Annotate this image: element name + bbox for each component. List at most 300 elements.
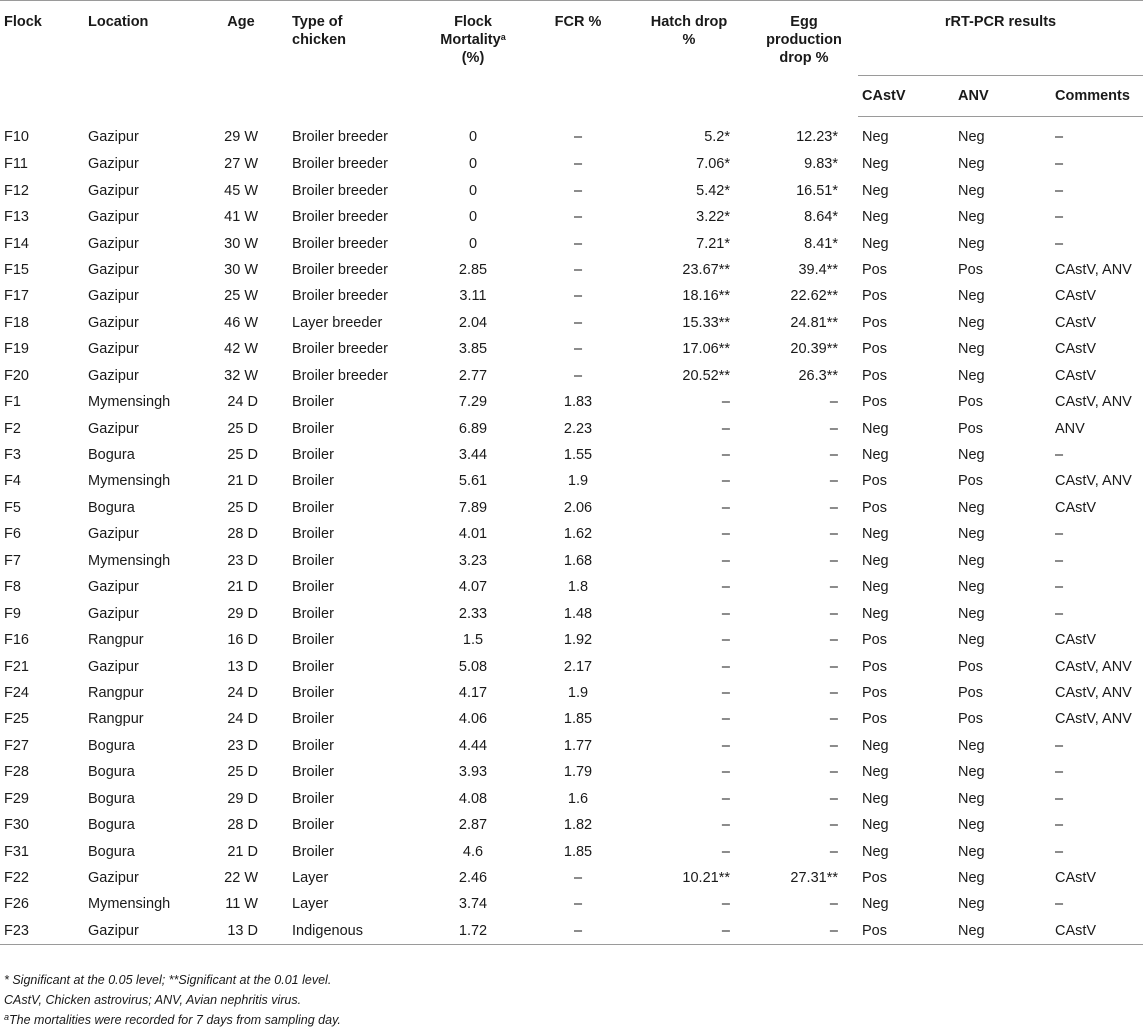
cell-type: Broiler (292, 447, 334, 464)
cell-location: Rangpur (88, 632, 144, 649)
table-row (0, 759, 1143, 785)
col-comments-header: Comments (1051, 76, 1143, 117)
cell-mortality: 2.77 (458, 367, 488, 384)
cell-location: Gazipur (88, 605, 139, 622)
cell-hatch-drop: – (721, 473, 730, 490)
cell-fcr: 1.8 (567, 579, 589, 596)
cell-hatch-drop: 7.06* (696, 156, 730, 173)
cell-castv: Neg (862, 605, 889, 622)
table-row (0, 283, 1143, 309)
cell-egg-drop: 9.83* (804, 156, 838, 173)
cell-mortality: 2.04 (458, 314, 488, 331)
cell-location: Rangpur (88, 711, 144, 728)
cell-mortality: 4.08 (458, 790, 488, 807)
col-type-header: Type of chicken (288, 1, 418, 117)
cell-egg-drop: – (829, 632, 838, 649)
cell-hatch-drop: 17.06** (682, 341, 730, 358)
cell-castv: Pos (862, 341, 887, 358)
cell-type: Broiler (292, 420, 334, 437)
cell-anv: Neg (958, 235, 985, 252)
table-row (0, 204, 1143, 230)
cell-comments: CAstV, ANV (1055, 261, 1132, 278)
cell-fcr: 1.6 (567, 790, 589, 807)
cell-flock: F20 (4, 367, 29, 384)
cell-fcr: – (573, 341, 583, 358)
cell-fcr: 1.83 (563, 394, 593, 411)
cell-fcr: 2.23 (563, 420, 593, 437)
cell-type: Broiler (292, 711, 334, 728)
cell-anv: Pos (958, 684, 983, 701)
cell-comments: ANV (1055, 420, 1085, 437)
cell-fcr: – (573, 896, 583, 913)
table-row (0, 706, 1143, 732)
cell-hatch-drop: – (721, 499, 730, 516)
cell-location: Gazipur (88, 235, 139, 252)
cell-anv: Neg (958, 870, 985, 887)
cell-hatch-drop: – (721, 764, 730, 781)
cell-location: Gazipur (88, 288, 139, 305)
cell-egg-drop: – (829, 526, 838, 543)
cell-anv: Neg (958, 552, 985, 569)
cell-castv: Neg (862, 552, 889, 569)
cell-type: Broiler breeder (292, 182, 388, 199)
cell-flock: F17 (4, 288, 29, 305)
cell-castv: Pos (862, 632, 887, 649)
cell-comments: – (1055, 579, 1064, 596)
cell-age: 45 W (224, 182, 258, 199)
cell-mortality: 3.93 (458, 764, 488, 781)
cell-hatch-drop: – (721, 843, 730, 860)
cell-mortality: 7.89 (458, 499, 488, 516)
cell-location: Gazipur (88, 658, 139, 675)
cell-age: 29 D (227, 790, 258, 807)
cell-location: Bogura (88, 447, 135, 464)
cell-location: Gazipur (88, 261, 139, 278)
cell-hatch-drop: – (721, 552, 730, 569)
cell-fcr: 1.77 (563, 737, 593, 754)
cell-fcr: 1.9 (567, 473, 589, 490)
cell-castv: Neg (862, 764, 889, 781)
cell-age: 46 W (224, 314, 258, 331)
cell-castv: Pos (858, 918, 954, 945)
cell-hatch-drop: – (721, 447, 730, 464)
cell-egg-drop: – (829, 605, 838, 622)
cell-mortality: 3.23 (458, 552, 488, 569)
table-row (0, 521, 1143, 547)
cell-flock: F19 (4, 341, 29, 358)
cell-flock: F13 (4, 209, 29, 226)
cell-age: 24 D (227, 394, 258, 411)
cell-castv: Pos (862, 288, 887, 305)
col-flock-header: Flock (0, 1, 84, 117)
cell-flock: F9 (4, 605, 21, 622)
cell-fcr: – (573, 288, 583, 305)
cell-hatch-drop: – (721, 790, 730, 807)
cell-egg-drop: – (829, 658, 838, 675)
footnote-mortality: $^a$The mortalities were recorded for 7 days from sampling day. (4, 1012, 341, 1027)
cell-type: Layer breeder (292, 314, 383, 331)
cell-fcr: 1.55 (563, 447, 593, 464)
cell-comments: – (1055, 764, 1064, 781)
table-row (0, 363, 1143, 389)
cell-mortality: 0 (468, 128, 478, 145)
footnote-abbreviations: CAstV, Chicken astrovirus; ANV, Avian nephritis virus. (4, 993, 302, 1007)
cell-location: Rangpur (88, 684, 144, 701)
cell-fcr: – (573, 156, 583, 173)
cell-fcr: – (573, 182, 583, 199)
cell-hatch-drop: – (721, 579, 730, 596)
table-row (0, 653, 1143, 679)
cell-hatch-drop: – (721, 526, 730, 543)
cell-comments: CAstV (1055, 341, 1097, 358)
cell-castv: Pos (862, 473, 887, 490)
cell-castv: Neg (862, 737, 889, 754)
cell-mortality: 4.44 (458, 737, 488, 754)
cell-mortality: 5.61 (458, 473, 488, 490)
cell-flock: F14 (4, 235, 29, 252)
cell-mortality: 0 (468, 235, 478, 252)
cell-mortality: 3.11 (459, 288, 487, 305)
cell-anv: Pos (958, 394, 983, 411)
cell-flock: F31 (4, 843, 29, 860)
cell-anv: Neg (958, 156, 985, 173)
cell-comments: CAstV, ANV (1055, 394, 1132, 411)
table-row (0, 838, 1143, 864)
cell-mortality: 2.87 (458, 817, 488, 834)
cell-type: Broiler (292, 843, 334, 860)
cell-flock: F2 (4, 420, 21, 437)
cell-anv: Neg (958, 209, 985, 226)
cell-anv: Pos (958, 658, 983, 675)
col-hatch-header: Hatch drop % (628, 1, 750, 117)
cell-egg-drop: 27.31** (790, 870, 838, 887)
cell-mortality: 0 (468, 209, 478, 226)
cell-location: Bogura (88, 737, 135, 754)
cell-mortality: 2.85 (458, 261, 488, 278)
cell-anv: Pos (958, 420, 983, 437)
cell-fcr: 1.9 (567, 684, 589, 701)
cell-type: Broiler (292, 499, 334, 516)
cell-flock: F24 (4, 684, 29, 701)
cell-location: Bogura (88, 499, 135, 516)
cell-castv: Pos (862, 499, 887, 516)
cell-fcr: – (573, 128, 583, 145)
cell-age: 32 W (224, 367, 258, 384)
cell-castv: Neg (862, 526, 889, 543)
cell-location: Gazipur (88, 128, 139, 145)
cell-hatch-drop: – (628, 918, 750, 945)
cell-hatch-drop: 5.2* (704, 128, 730, 145)
cell-castv: Neg (862, 235, 889, 252)
table-row (0, 415, 1143, 441)
cell-hatch-drop: – (721, 817, 730, 834)
cell-comments: CAstV (1055, 367, 1097, 384)
cell-hatch-drop: – (721, 737, 730, 754)
cell-fcr: – (573, 367, 583, 384)
cell-age: 25 W (224, 288, 258, 305)
cell-flock: F5 (4, 499, 21, 516)
cell-anv: Neg (958, 314, 985, 331)
cell-castv: Pos (862, 394, 887, 411)
cell-hatch-drop: – (721, 632, 730, 649)
cell-age: 21 D (227, 843, 258, 860)
cell-age: 13 D (227, 658, 258, 675)
cell-comments: – (1055, 552, 1064, 569)
cell-type: Broiler breeder (292, 235, 388, 252)
cell-type: Broiler (292, 605, 334, 622)
cell-anv: Pos (958, 711, 983, 728)
cell-age: 24 D (227, 711, 258, 728)
cell-location: Gazipur (88, 870, 139, 887)
cell-age: 23 D (227, 737, 258, 754)
cell-fcr: 1.79 (563, 764, 593, 781)
cell-hatch-drop: 20.52** (682, 367, 730, 384)
table-row (0, 812, 1143, 838)
cell-location: Bogura (88, 843, 135, 860)
cell-egg-drop: – (829, 764, 838, 781)
cell-location: Gazipur (88, 420, 139, 437)
col-location-header: Location (84, 1, 194, 117)
cell-anv: Neg (958, 367, 985, 384)
table-row (0, 336, 1143, 362)
cell-location: Gazipur (88, 526, 139, 543)
cell-comments: CAstV, ANV (1055, 684, 1132, 701)
cell-age: 11 W (225, 896, 258, 913)
cell-castv: Neg (862, 817, 889, 834)
cell-age: 25 D (227, 447, 258, 464)
cell-comments: – (1055, 817, 1064, 834)
cell-comments: – (1055, 737, 1064, 754)
cell-anv: Neg (958, 579, 985, 596)
cell-hatch-drop: 18.16** (682, 288, 730, 305)
cell-egg-drop: – (829, 896, 838, 913)
table-row (0, 786, 1143, 812)
cell-type: Broiler (292, 579, 334, 596)
cell-age: 41 W (224, 209, 258, 226)
cell-mortality: 3.85 (458, 341, 488, 358)
cell-flock: F8 (4, 579, 21, 596)
cell-flock: F15 (4, 261, 29, 278)
cell-egg-drop: – (829, 552, 838, 569)
col-anv-header: ANV (954, 76, 1051, 117)
cell-hatch-drop: 3.22* (696, 209, 730, 226)
col-mortality-header: Flock Mortality$^a$ (%) (418, 1, 528, 117)
footnote-significance: * Significant at the 0.05 level; **Significant at the 0.01 level. (4, 973, 332, 987)
cell-egg-drop: 39.4** (798, 261, 838, 278)
cell-anv: Neg (958, 817, 985, 834)
cell-hatch-drop: – (721, 684, 730, 701)
cell-mortality: 0 (468, 182, 478, 199)
cell-fcr: – (528, 918, 628, 945)
cell-flock: F29 (4, 790, 29, 807)
cell-location: Mymensingh (88, 473, 171, 490)
cell-anv: Neg (958, 447, 985, 464)
cell-anv: Neg (958, 737, 985, 754)
cell-mortality: 2.33 (458, 605, 488, 622)
cell-anv: Pos (958, 261, 983, 278)
cell-egg-drop: – (829, 817, 838, 834)
cell-comments: – (1055, 209, 1064, 226)
cell-location: Gazipur (88, 314, 139, 331)
cell-egg-drop: – (829, 447, 838, 464)
cell-comments: – (1055, 235, 1064, 252)
table-footnotes (4, 970, 341, 1030)
cell-castv: Neg (862, 579, 889, 596)
cell-castv: Pos (862, 261, 887, 278)
table-row (0, 442, 1143, 468)
cell-age: 13 D (194, 918, 288, 945)
cell-comments: – (1055, 182, 1064, 199)
col-castv-header: CAstV (858, 76, 954, 117)
cell-type: Broiler breeder (292, 156, 388, 173)
cell-mortality: 0 (468, 156, 478, 173)
cell-location: Gazipur (88, 341, 139, 358)
cell-anv: Neg (954, 918, 1051, 945)
cell-type: Broiler (292, 552, 334, 569)
cell-comments: – (1055, 129, 1064, 145)
cell-egg-drop: – (829, 499, 838, 516)
cell-type: Broiler breeder (292, 261, 388, 278)
cell-mortality: 4.01 (458, 526, 488, 543)
cell-castv: Pos (862, 684, 887, 701)
cell-hatch-drop: – (721, 711, 730, 728)
cell-anv: Neg (958, 341, 985, 358)
cell-castv: Neg (862, 896, 889, 913)
cell-location: Mymensingh (88, 394, 171, 411)
cell-hatch-drop: 7.21* (696, 235, 730, 252)
cell-age: 29 D (227, 605, 258, 622)
cell-age: 23 D (227, 552, 258, 569)
cell-location: Bogura (88, 764, 135, 781)
cell-fcr: – (573, 314, 583, 331)
cell-age: 25 D (227, 764, 258, 781)
cell-hatch-drop: – (721, 605, 730, 622)
cell-hatch-drop: 23.67** (682, 261, 730, 278)
cell-fcr: 2.17 (563, 658, 593, 675)
cell-type: Broiler (292, 737, 334, 754)
table-row (0, 918, 1143, 945)
cell-egg-drop: – (829, 394, 838, 411)
cell-comments: – (1055, 156, 1064, 173)
cell-mortality: 2.46 (458, 870, 488, 887)
cell-type: Layer (292, 896, 329, 913)
cell-age: 21 D (227, 473, 258, 490)
cell-egg-drop: – (829, 579, 838, 596)
cell-hatch-drop: 5.42* (696, 182, 730, 199)
cell-castv: Neg (862, 129, 889, 145)
cell-fcr: 1.68 (563, 552, 593, 569)
cell-flock: F22 (4, 870, 29, 887)
cell-mortality: 4.07 (458, 579, 488, 596)
cell-fcr: – (573, 209, 583, 226)
cell-castv: Pos (862, 711, 887, 728)
cell-age: 29 W (224, 128, 258, 145)
cell-anv: Pos (958, 473, 983, 490)
table-row (0, 151, 1143, 177)
cell-flock: F1 (4, 394, 21, 411)
cell-type: Indigenous (288, 918, 418, 945)
cell-comments: CAstV (1055, 632, 1097, 649)
cell-mortality: 4.06 (458, 711, 488, 728)
col-age-header: Age (194, 1, 288, 117)
cell-fcr: – (573, 870, 583, 887)
cell-egg-drop: – (750, 918, 858, 945)
cell-type: Broiler (292, 817, 334, 834)
cell-egg-drop: 16.51* (796, 182, 838, 199)
cell-fcr: 1.85 (563, 843, 593, 860)
cell-castv: Neg (862, 156, 889, 173)
cell-fcr: 1.92 (563, 632, 593, 649)
col-fcr-header: FCR % (528, 1, 628, 117)
cell-age: 16 D (227, 632, 258, 649)
cell-anv: Neg (958, 129, 985, 145)
cell-mortality: 3.74 (458, 896, 488, 913)
cell-mortality: 4.17 (458, 684, 488, 701)
cell-hatch-drop: 15.33** (682, 314, 730, 331)
cell-age: 27 W (224, 156, 258, 173)
cell-mortality: 4.6 (462, 843, 484, 860)
table-row (0, 574, 1143, 600)
table-row (0, 257, 1143, 283)
cell-flock: F28 (4, 764, 29, 781)
cell-castv: Pos (862, 314, 887, 331)
cell-comments: CAstV, ANV (1055, 658, 1132, 675)
cell-egg-drop: 8.64* (804, 209, 838, 226)
cell-age: 21 D (227, 579, 258, 596)
cell-flock: F16 (4, 632, 29, 649)
cell-type: Broiler (292, 526, 334, 543)
cell-egg-drop: 24.81** (790, 314, 838, 331)
cell-anv: Neg (958, 182, 985, 199)
cell-location: Gazipur (88, 182, 139, 199)
cell-comments: CAstV (1051, 918, 1143, 945)
cell-egg-drop: – (829, 790, 838, 807)
cell-age: 42 W (224, 341, 258, 358)
cell-comments: CAstV, ANV (1055, 473, 1132, 490)
cell-hatch-drop: – (721, 394, 730, 411)
cell-comments: – (1055, 896, 1064, 913)
table-row (0, 495, 1143, 521)
cell-flock: F21 (4, 658, 29, 675)
cell-age: 22 W (224, 870, 258, 887)
cell-comments: CAstV, ANV (1055, 711, 1132, 728)
cell-castv: Neg (862, 790, 889, 807)
cell-egg-drop: 12.23* (796, 128, 838, 145)
cell-egg-drop: 20.39** (790, 341, 838, 358)
cell-mortality: 3.44 (458, 447, 488, 464)
table-row (0, 177, 1143, 203)
cell-castv: Neg (862, 843, 889, 860)
table-row (0, 680, 1143, 706)
cell-flock: F27 (4, 737, 29, 754)
cell-egg-drop: 22.62** (790, 288, 838, 305)
table-row (0, 117, 1143, 152)
cell-location: Gazipur (88, 579, 139, 596)
cell-egg-drop: – (829, 684, 838, 701)
cell-flock: F25 (4, 711, 29, 728)
cell-type: Broiler (292, 684, 334, 701)
cell-flock: F11 (4, 156, 28, 173)
cell-age: 30 W (224, 261, 258, 278)
cell-type: Broiler (292, 658, 334, 675)
table-body (0, 117, 1143, 945)
cell-comments: – (1055, 447, 1064, 464)
cell-fcr: – (573, 261, 583, 278)
cell-type: Broiler (292, 394, 334, 411)
cell-comments: CAstV (1055, 288, 1097, 305)
cell-anv: Neg (958, 605, 985, 622)
cell-age: 30 W (224, 235, 258, 252)
